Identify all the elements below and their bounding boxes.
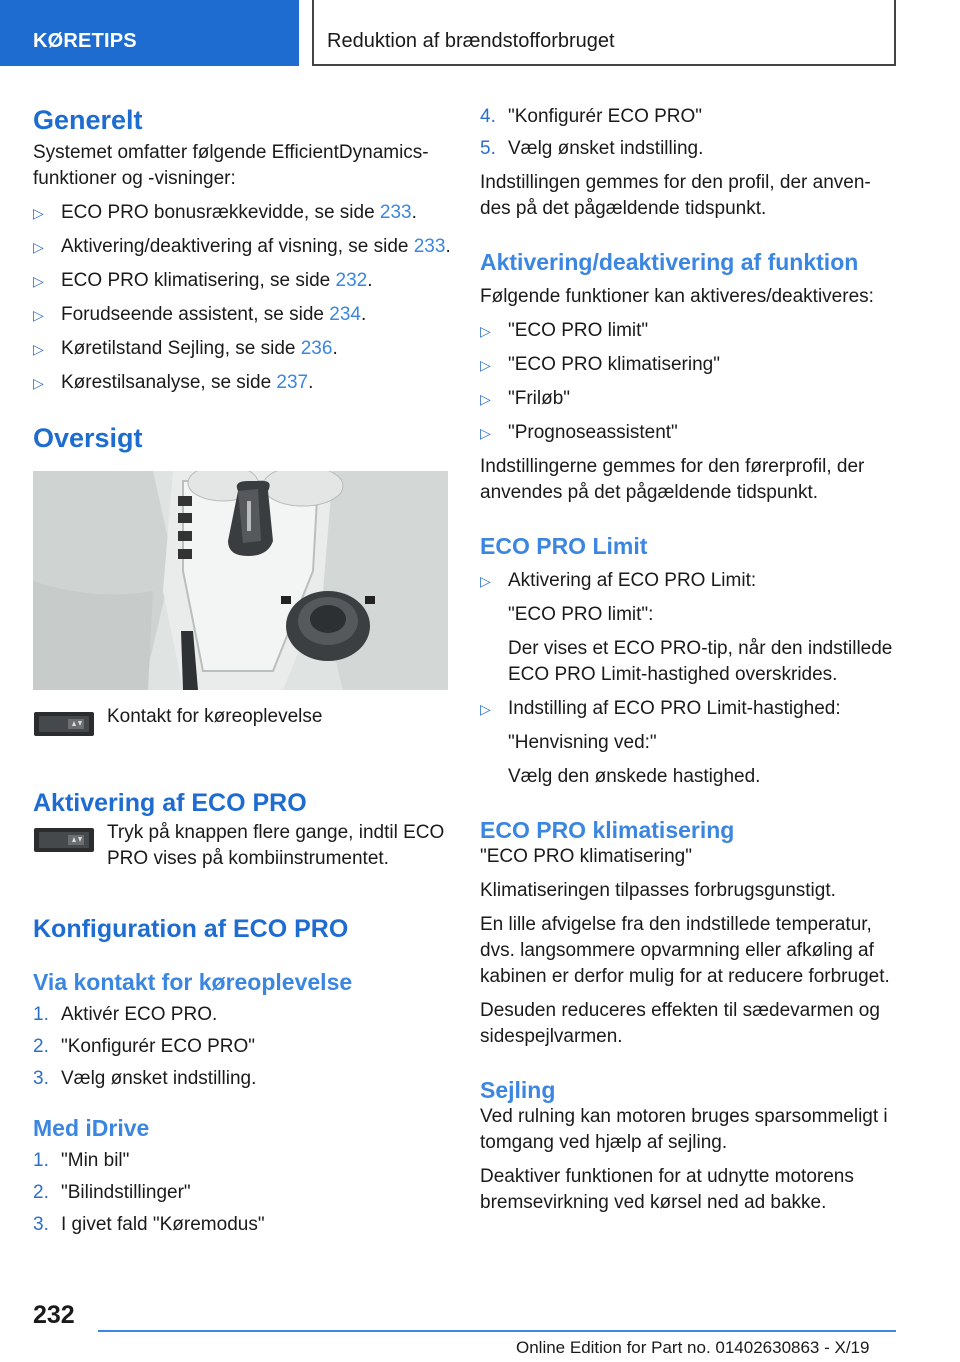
right-column <box>480 104 900 1216</box>
list-item: 3. Vælg ønsket indstilling. <box>33 1068 257 1089</box>
edition-text: Online Edition for Part no. 01402630863 - X/19 <box>516 1338 870 1357</box>
list-item: ▷ Køretilstand Sejling, se side 236. <box>33 336 453 362</box>
page-link[interactable]: 237 <box>276 372 309 393</box>
klima-p1: "ECO PRO klimatisering" <box>480 846 692 867</box>
header-section: KØRETIPS <box>0 0 299 66</box>
list-item: ▷ Kørestilsanalyse, se side 237. <box>33 370 453 396</box>
list-item: ▷ Aktivering/deaktivering af visning, se side 233. <box>33 234 453 260</box>
aktivering-row <box>33 820 453 872</box>
klima-p4: Desuden reduceres effekten til sædevarmen og sidespejlvarmen. <box>480 1000 880 1047</box>
list-item: 5. Vælg ønsket indstilling. <box>480 138 704 159</box>
list-item: ▷ Aktivering af ECO PRO Limit: "ECO PRO limit": Der vises et ECO PRO-tip, når den indstillede ECO PRO Limit-hastighed overskrides. <box>480 570 893 685</box>
list-item: ▷ "Friløb" <box>480 386 900 412</box>
list-item: ▷ "ECO PRO klimatisering" <box>480 352 900 378</box>
list-item: ▷ Indstilling af ECO PRO Limit-hastighed: "Henvisning ved:" Vælg den ønskede hastighed. <box>480 698 841 787</box>
triangle-bullet-icon: ▷ <box>480 425 491 441</box>
left-column <box>33 104 453 1238</box>
page-link[interactable]: 234 <box>329 304 361 325</box>
page-link[interactable]: 232 <box>335 270 368 291</box>
indstilling-text: Indstillingen gemmes for den profil, der anven-des på det pågældende tidspunkt. <box>480 172 871 219</box>
list-item: 4. "Konfigurér ECO PRO" <box>480 106 703 127</box>
limit-list <box>480 568 900 790</box>
triangle-bullet-icon: ▷ <box>480 573 491 589</box>
sejling-heading: Sejling <box>480 1077 556 1103</box>
page-link[interactable]: 233 <box>413 236 446 257</box>
list-item: ▷ ECO PRO klimatisering, se side 232. <box>33 268 453 294</box>
aktdeakt-intro: Følgende funktioner kan aktiveres/deaktiveres: <box>480 286 874 307</box>
generelt-heading: Generelt <box>33 105 143 135</box>
konfig-heading: Konfiguration af ECO PRO <box>33 915 349 943</box>
list-item: ▷ "Prognoseassistent" <box>480 420 900 446</box>
aktdeakt-heading: Aktivering/deaktivering af funktion <box>480 249 859 275</box>
driving-experience-switch-icon <box>33 710 95 738</box>
triangle-bullet-icon: ▷ <box>33 273 44 289</box>
list-item: 1. Aktivér ECO PRO. <box>33 1004 218 1025</box>
sejling-p1: Ved rulning kan motoren bruges sparsommeligt i tomgang ved hjælp af sejling. <box>480 1106 888 1153</box>
klima-p3: En lille afvigelse fra den indstillede temperatur, dvs. langsommere opvarmning eller afkøling af kabinen er derfor mulig for at reducere forbruget. <box>480 914 890 987</box>
list-item: ▷ "ECO PRO limit" <box>480 318 900 344</box>
klima-heading: ECO PRO klimatisering <box>480 817 735 843</box>
sejling-p2: Deaktiver funktionen for at udnytte motorens bremsevirkning ved kørsel ned ad bakke. <box>480 1166 854 1213</box>
list-item: 1. "Min bil" <box>33 1150 130 1171</box>
triangle-bullet-icon: ▷ <box>480 391 491 407</box>
kontakt-label: Kontakt for køreoplevelse <box>107 706 323 727</box>
list-item: ▷ ECO PRO bonusrækkevidde, se side 233. <box>33 200 453 226</box>
aktivering-heading: Aktivering af ECO PRO <box>33 789 307 817</box>
header-title: Reduktion af brændstofforbruget <box>312 0 896 66</box>
page-link[interactable]: 233 <box>379 202 412 223</box>
triangle-bullet-icon: ▷ <box>33 239 44 255</box>
idrive-heading: Med iDrive <box>33 1115 150 1141</box>
via-heading: Via kontakt for køreoplevelse <box>33 969 353 995</box>
list-item: 2. "Bilindstillinger" <box>33 1182 191 1203</box>
triangle-bullet-icon: ▷ <box>33 307 44 323</box>
list-item: 2. "Konfigurér ECO PRO" <box>33 1036 256 1057</box>
triangle-bullet-icon: ▷ <box>33 205 44 221</box>
via-steps <box>33 1002 453 1092</box>
kontakt-row <box>33 704 453 738</box>
limit-heading: ECO PRO Limit <box>480 533 648 559</box>
footer-divider <box>98 1330 896 1332</box>
idrive-steps-cont <box>480 104 900 162</box>
driving-experience-switch-icon <box>33 826 95 854</box>
aktivering-text: Tryk på knappen flere gange, indtil ECO PRO vises på kombiinstrumentet. <box>107 822 445 869</box>
triangle-bullet-icon: ▷ <box>480 357 491 373</box>
generelt-list <box>33 200 453 396</box>
page-number: 232 <box>33 1301 75 1329</box>
center-console-image <box>33 471 448 690</box>
idrive-steps <box>33 1148 453 1238</box>
triangle-bullet-icon: ▷ <box>33 375 44 391</box>
aktdeakt-note: Indstillingerne gemmes for den førerprofil, der anvendes på det pågældende tidspunkt. <box>480 456 865 503</box>
klima-p2: Klimatiseringen tilpasses forbrugsgunstigt. <box>480 880 836 901</box>
list-item: ▷ Forudseende assistent, se side 234. <box>33 302 453 328</box>
triangle-bullet-icon: ▷ <box>33 341 44 357</box>
generelt-intro: Systemet omfatter følgende EfficientDynamics-funktioner og -visninger: <box>33 142 429 189</box>
page-link[interactable]: 236 <box>300 338 333 359</box>
oversigt-heading: Oversigt <box>33 423 143 453</box>
list-item: 3. I givet fald "Køremodus" <box>33 1214 265 1235</box>
triangle-bullet-icon: ▷ <box>480 323 491 339</box>
aktdeakt-list <box>480 318 900 446</box>
triangle-bullet-icon: ▷ <box>480 701 491 717</box>
